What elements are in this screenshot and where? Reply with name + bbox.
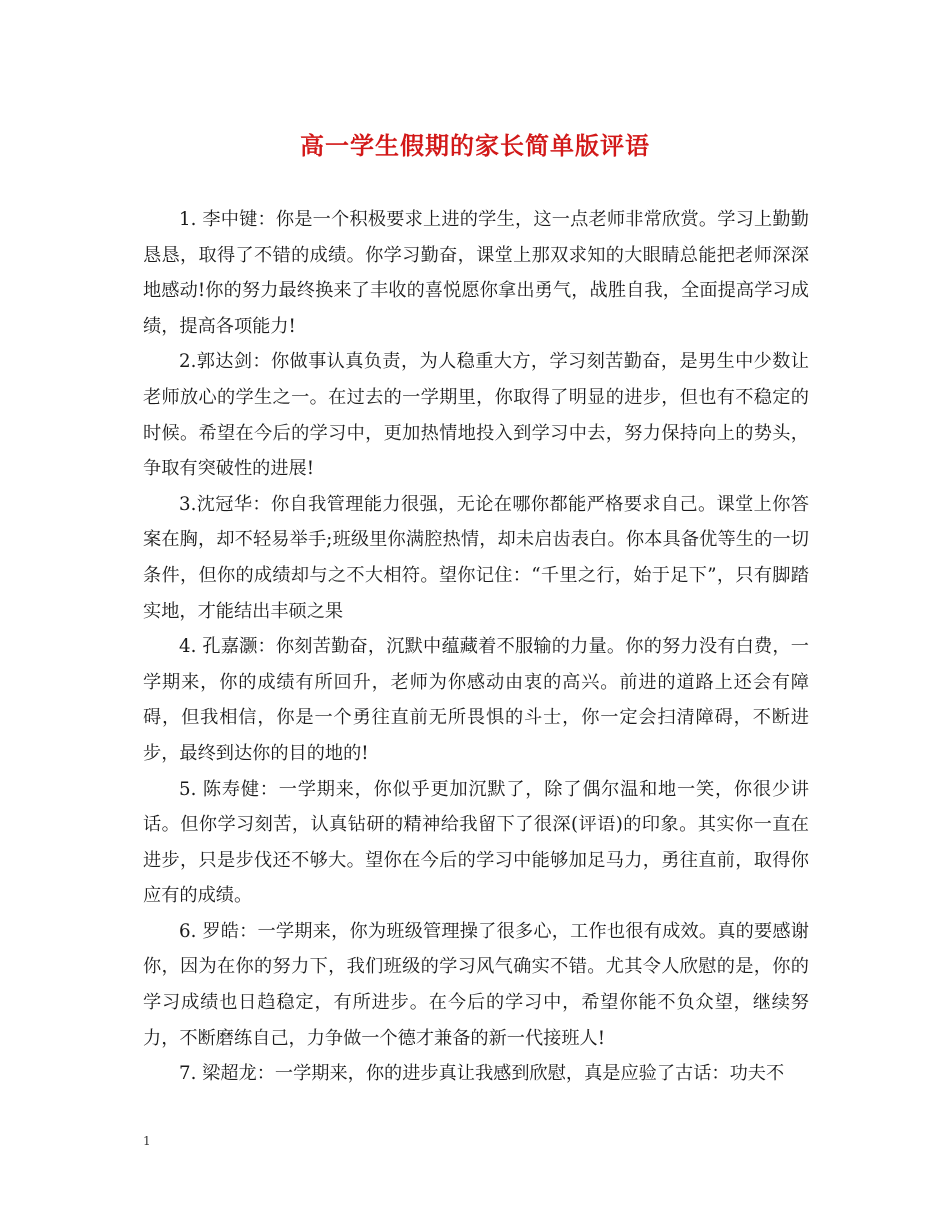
document-body bbox=[143, 202, 809, 1092]
comment-paragraph-1: 1. 李中键：你是一个积极要求上进的学生，这一点老师非常欣赏。学习上勤勤恳恳，取得了不错的成绩。你学习勤奋，课堂上那双求知的大眼睛总能把老师深深地感动!你的努力最终换来了丰收的喜悦愿你拿出勇气，战胜自我，全面提高学习成绩，提高各项能力! bbox=[143, 209, 809, 337]
comment-paragraph-6: 6. 罗皓：一学期来，你为班级管理操了很多心，工作也很有成效。真的要感谢你，因为在你的努力下，我们班级的学习风气确实不错。尤其令人欣慰的是，你的学习成绩也日趋稳定，有所进步。在今后的学习中，希望你能不负众望，继续努力，不断磨练自己，力争做一个德才兼备的新一代接班人! bbox=[143, 920, 809, 1049]
comment-paragraph-4: 4. 孔嘉灏：你刻苦勤奋，沉默中蕴藏着不服输的力量。你的努力没有白费，一学期来，你的成绩有所回升，老师为你感动由衷的高兴。前进的道路上还会有障碍，但我相信，你是一个勇往直前无所畏惧的斗士，你一定会扫清障碍，不断进步，最终到达你的目的地的! bbox=[143, 636, 809, 764]
comment-paragraph-7: 7. 梁超龙：一学期来，你的进步真让我感到欣慰，真是应验了古话：功夫不 bbox=[179, 1063, 785, 1085]
comment-paragraph-5: 5. 陈寿健：一学期来，你似乎更加沉默了，除了偶尔温和地一笑，你很少讲话。但你学习刻苦，认真钻研的精神给我留下了很深(评语)的印象。其实你一直在进步，只是步伐还不够大。望你在今后的学习中能够加足马力，勇往直前，取得你应有的成绩。 bbox=[143, 778, 809, 907]
comment-paragraph-3: 3.沈冠华：你自我管理能力很强，无论在哪你都能严格要求自己。课堂上你答案在胸，却不轻易举手;班级里你满腔热情，却未启齿表白。你本具备优等生的一切条件，但你的成绩却与之不大相符。望你记住：“千里之行，始于足下”，只有脚踏实地，才能结出丰硕之果 bbox=[143, 493, 809, 622]
page-number: 1 bbox=[143, 1134, 151, 1148]
document-title: 高一学生假期的家长简单版评语 bbox=[300, 131, 650, 160]
comment-paragraph-2: 2.郭达剑：你做事认真负责，为人稳重大方，学习刻苦勤奋，是男生中少数让老师放心的学生之一。在过去的一学期里，你取得了明显的进步，但也有不稳定的时候。希望在今后的学习中，更加热情地投入到学习中去，努力保持向上的势头，争取有突破性的进展! bbox=[143, 351, 809, 480]
